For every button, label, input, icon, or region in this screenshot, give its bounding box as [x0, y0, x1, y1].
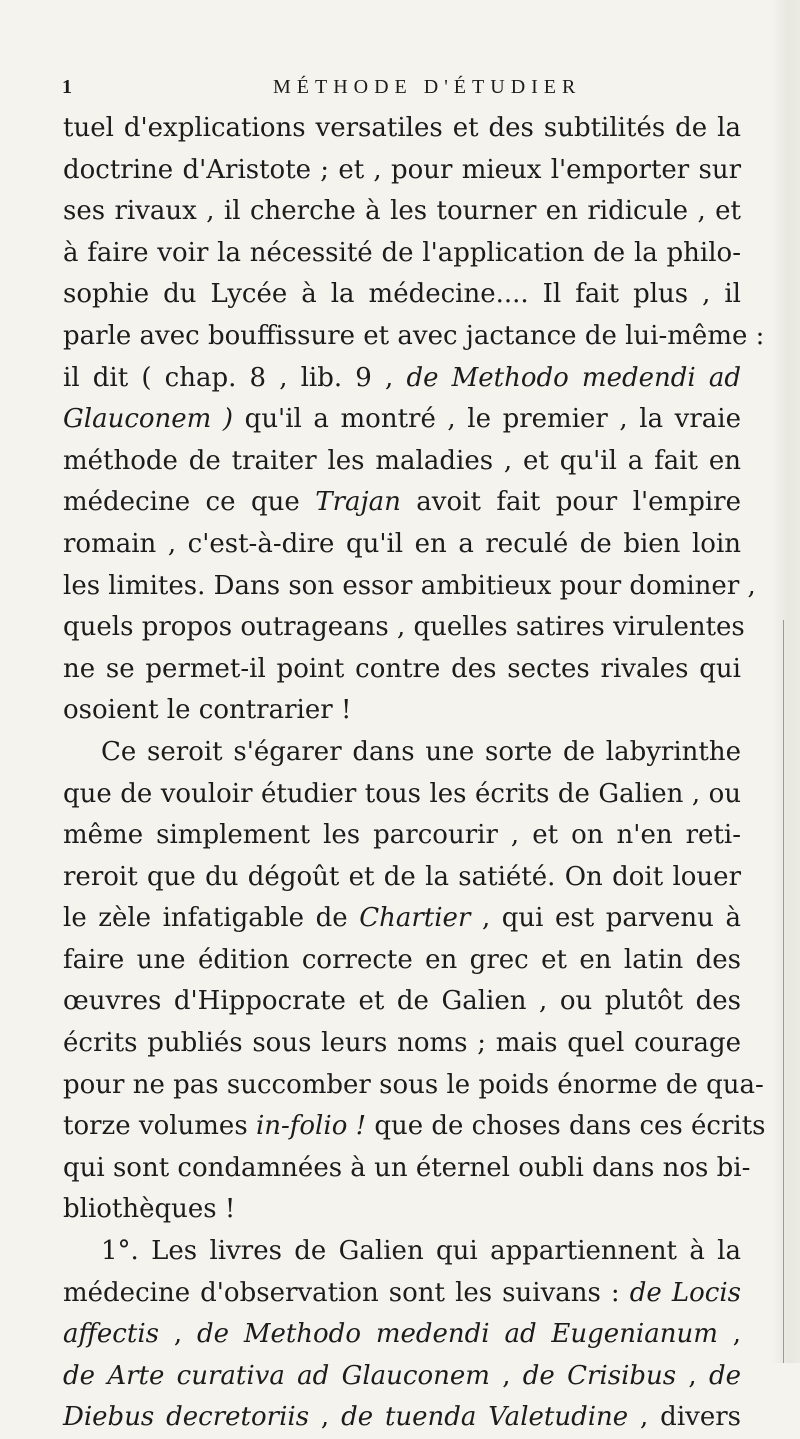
italic-segment: de tuenda Valetudine	[341, 1402, 629, 1433]
text-line	[63, 150, 741, 192]
running-head	[62, 76, 762, 106]
text-segment: ,	[676, 1360, 709, 1391]
text-segment: ,	[717, 1319, 742, 1350]
text-line	[63, 1314, 741, 1356]
text-segment: parle avec bouffissure et avec jactance de lui-même :	[63, 320, 765, 351]
text-line	[63, 732, 741, 774]
body-text	[63, 108, 766, 1439]
italic-segment: de	[708, 1360, 742, 1391]
text-line	[63, 482, 741, 524]
text-line	[63, 566, 756, 608]
italic-segment: de Arte curativa ad Glauconem	[63, 1360, 490, 1391]
text-segment: pour ne pas succomber sous le poids énorme de qua-	[63, 1069, 764, 1100]
text-segment: écrits publiés sous leurs noms ; mais quel courage	[63, 1028, 741, 1059]
text-line	[63, 316, 765, 358]
text-segment: qui sont condamnées à un éternel oubli dans nos bi-	[63, 1152, 751, 1183]
text-line	[63, 1397, 741, 1439]
text-line	[63, 1231, 741, 1273]
page-number: 1	[62, 76, 78, 98]
text-line	[63, 1356, 741, 1398]
text-segment: méthode de traiter les maladies , et qu'il a fait en	[63, 445, 741, 476]
text-segment: que de vouloir étudier tous les écrits de Galien , ou	[63, 778, 741, 809]
text-segment: le zèle infatigable de	[63, 903, 360, 934]
text-line	[63, 981, 741, 1023]
text-segment: reroit que du dégoût et de la satiété. On doit louer	[63, 861, 741, 892]
text-line	[63, 108, 741, 150]
text-line	[63, 274, 741, 316]
text-segment: ,	[489, 1360, 523, 1391]
binding-edge-line	[783, 620, 784, 1363]
text-line	[63, 1273, 741, 1315]
italic-segment: de Methodo medendi ad	[406, 362, 741, 393]
text-line	[63, 857, 741, 899]
text-segment: médecine ce que	[63, 487, 316, 518]
text-segment: que de choses dans ces écrits	[366, 1111, 766, 1142]
text-segment: romain , c'est-à-dire qu'il en a reculé de bien loin	[63, 528, 741, 559]
text-line	[63, 649, 741, 691]
text-segment: à faire voir la nécessité de l'application de la philo-	[63, 237, 741, 268]
text-line	[63, 607, 745, 649]
text-segment: médecine d'observation sont les suivans :	[63, 1277, 630, 1308]
text-line	[63, 690, 741, 732]
text-segment: ses rivaux , il cherche à les tourner en ridicule , et	[63, 196, 741, 227]
text-line	[63, 940, 741, 982]
text-line	[63, 233, 741, 275]
text-segment: Ce seroit s'égarer dans une sorte de labyrinthe	[101, 736, 741, 767]
text-segment: ne se permet-il point contre des sectes rivales qui	[63, 653, 741, 684]
text-segment: ,	[158, 1319, 197, 1350]
text-segment: faire une édition correcte en grec et en latin des	[63, 944, 741, 975]
text-segment: il dit ( chap. 8 , lib. 9 ,	[63, 362, 407, 393]
italic-segment: de Methodo medendi ad Eugenianum	[196, 1319, 718, 1350]
italic-segment: Glauconem )	[63, 404, 234, 435]
text-line	[63, 399, 741, 441]
text-segment: osoient le contrarier !	[63, 695, 352, 726]
text-line	[63, 1065, 764, 1107]
italic-segment: Trajan	[315, 487, 401, 518]
text-line	[63, 524, 741, 566]
page-edge-shadow	[772, 0, 800, 1363]
text-line	[63, 815, 741, 857]
running-title: MÉTHODE D'ÉTUDIER	[273, 76, 582, 98]
text-segment: qu'il a montré , le premier , la vraie	[233, 404, 741, 435]
text-segment: , qui est parvenu à	[470, 903, 741, 934]
text-segment: les limites. Dans son essor ambitieux pour dominer ,	[63, 570, 756, 601]
text-segment: bliothèques !	[63, 1194, 236, 1225]
text-segment: torze volumes	[63, 1111, 256, 1142]
text-line	[63, 191, 741, 233]
text-segment: doctrine d'Aristote ; et , pour mieux l'emporter sur	[63, 154, 741, 185]
text-segment: même simplement les parcourir , et on n'en reti-	[63, 820, 741, 851]
italic-segment: de Crisibus	[522, 1360, 677, 1391]
text-segment: ,	[309, 1402, 342, 1433]
text-segment: sophie du Lycée à la médecine.... Il fait plus , il	[63, 279, 741, 310]
italic-segment: affectis	[63, 1319, 159, 1350]
italic-segment: in-folio !	[255, 1111, 367, 1142]
italic-segment: Diebus decretoriis	[63, 1402, 310, 1433]
text-segment: œuvres d'Hippocrate et de Galien , ou plutôt des	[63, 986, 741, 1017]
text-segment: quels propos outrageans , quelles satires virulentes	[63, 612, 745, 643]
text-line	[63, 774, 741, 816]
italic-segment: de Locis	[629, 1277, 741, 1308]
text-line	[63, 1189, 741, 1231]
text-line	[63, 898, 741, 940]
text-line	[63, 1023, 741, 1065]
text-line	[63, 1148, 751, 1190]
text-line	[63, 1106, 766, 1148]
text-segment: tuel d'explications versatiles et des subtilités de la	[63, 113, 741, 143]
text-segment: avoit fait pour l'empire	[400, 487, 741, 518]
text-segment: , divers	[628, 1402, 741, 1433]
text-line	[63, 358, 741, 400]
text-line	[63, 441, 741, 483]
italic-segment: Chartier	[359, 903, 471, 934]
text-segment: 1°. Les livres de Galien qui appartiennent à la	[101, 1236, 741, 1267]
